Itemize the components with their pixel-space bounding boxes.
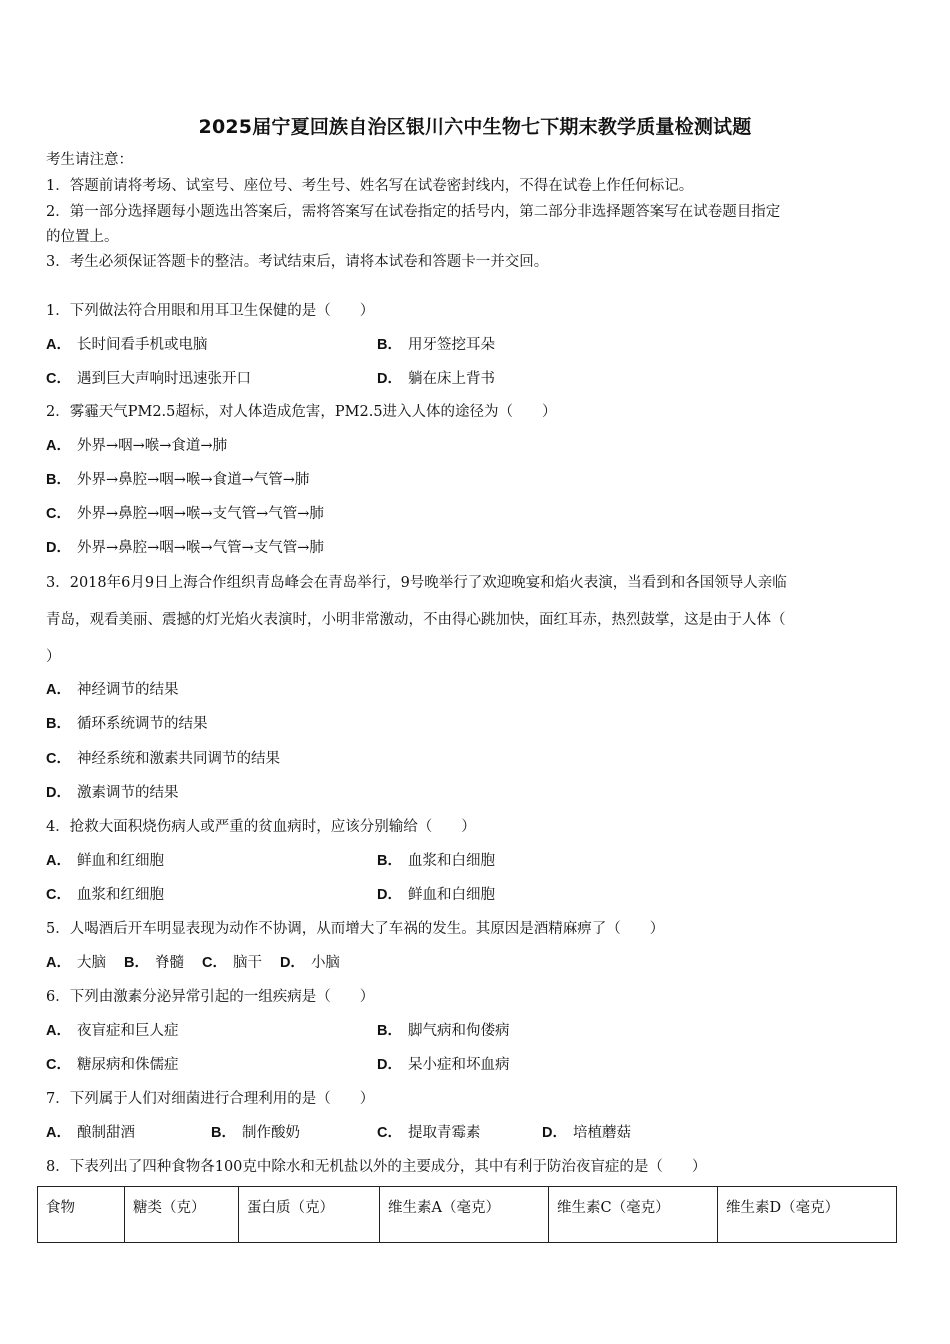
option-d <box>542 1123 631 1143</box>
question-stem: 2．雾霾天气PM2.5超标，对人体造成危害，PM2.5进入人体的途径为（ ） <box>46 404 557 420</box>
option-text: 鲜血和白细胞 <box>407 887 495 903</box>
option-label: C． <box>46 751 71 767</box>
option-text: 外界→咽→喉→食道→肺 <box>76 438 228 454</box>
option-text: 神经调节的结果 <box>76 682 179 698</box>
option-label: D． <box>542 1125 567 1141</box>
option-d <box>377 1055 509 1075</box>
question-stem: 7．下列属于人们对细菌进行合理利用的是（ ） <box>46 1091 375 1107</box>
option-text: 制作酸奶 <box>241 1125 300 1141</box>
table-header-cell: 维生素A（毫克） <box>380 1187 549 1243</box>
option-c <box>46 749 280 769</box>
option-a <box>46 851 164 871</box>
option-label: D． <box>46 540 71 556</box>
option-d <box>46 538 324 558</box>
option-label: D． <box>279 955 305 971</box>
notice-item: 3．考生必须保证答题卡的整洁。考试结束后，请将本试卷和答题卡一并交回。 <box>46 254 549 270</box>
option-c <box>46 504 324 524</box>
option-text: 循环系统调节的结果 <box>76 716 208 732</box>
option-label: A． <box>46 337 71 353</box>
table-header-cell: 蛋白质（克） <box>239 1187 380 1243</box>
table-header-row <box>38 1187 897 1243</box>
option-text: 小脑 <box>310 955 340 971</box>
notice-item: 2．第一部分选择题每小题选出答案后，需将答案写在试卷指定的括号内，第二部分非选择题答案写在试卷题目指定 <box>46 204 781 220</box>
option-text: 酿制甜酒 <box>76 1125 135 1141</box>
option-label: D． <box>377 1057 402 1073</box>
option-text: 遇到巨大声响时迅速张开口 <box>76 371 251 387</box>
option-b <box>377 1021 509 1041</box>
option-label: C． <box>46 506 71 522</box>
option-text: 呆小症和坏血病 <box>407 1057 510 1073</box>
option-b <box>377 851 495 871</box>
option-label: B． <box>377 1023 402 1039</box>
option-label: B． <box>211 1125 236 1141</box>
notice-heading: 考生请注意： <box>46 152 133 168</box>
option-c <box>46 1055 178 1075</box>
table-header-cell: 维生素C（毫克） <box>549 1187 718 1243</box>
option-label: C． <box>46 1057 71 1073</box>
option-label: D． <box>377 887 402 903</box>
option-text: 长时间看手机或电脑 <box>76 337 208 353</box>
option-text: 糖尿病和侏儒症 <box>76 1057 179 1073</box>
option-label: A． <box>46 955 71 971</box>
option-b <box>377 335 495 355</box>
option-text: 神经系统和激素共同调节的结果 <box>76 751 280 767</box>
option-text: 脊髓 <box>154 955 184 971</box>
option-label: A． <box>46 682 71 698</box>
option-a <box>46 1123 135 1143</box>
option-d <box>377 369 495 389</box>
option-a <box>46 1021 178 1041</box>
option-label: A． <box>46 1023 71 1039</box>
option-a <box>46 680 178 700</box>
question-stem: 8．下表列出了四种食物各100克中除水和无机盐以外的主要成分，其中有利于防治夜盲症的是（ ） <box>46 1159 707 1175</box>
option-text: 血浆和红细胞 <box>76 887 164 903</box>
option-label: A． <box>46 1125 71 1141</box>
question-stem: 4．抢救大面积烧伤病人或严重的贫血病时，应该分别输给（ ） <box>46 819 476 835</box>
option-a <box>46 335 207 355</box>
option-text: 躺在床上背书 <box>407 371 495 387</box>
question-stem: 青岛，观看美丽、震撼的灯光焰火表演时，小明非常激动，不由得心跳加快，面红耳赤，热烈鼓掌，这是由于人体（ <box>46 612 786 628</box>
table-header-cell: 维生素D（毫克） <box>718 1187 897 1243</box>
option-b <box>211 1123 300 1143</box>
option-text: 大脑 <box>76 955 106 971</box>
option-text: 脚气病和佝偻病 <box>407 1023 510 1039</box>
option-text: 用牙签挖耳朵 <box>407 337 495 353</box>
option-label: C． <box>46 887 71 903</box>
question-stem: 1．下列做法符合用眼和用耳卫生保健的是（ ） <box>46 303 375 319</box>
question-stem: 6．下列由激素分泌异常引起的一组疾病是（ ） <box>46 989 375 1005</box>
option-text: 鲜血和红细胞 <box>76 853 164 869</box>
option-text: 培植蘑菇 <box>572 1125 631 1141</box>
option-label: C． <box>46 371 71 387</box>
option-b <box>46 714 207 734</box>
option-text: 外界→鼻腔→咽→喉→气管→支气管→肺 <box>76 540 324 556</box>
notice-item: 的位置上。 <box>46 229 119 245</box>
option-label: B． <box>46 472 71 488</box>
option-c <box>377 1123 480 1143</box>
table-header-cell: 食物 <box>38 1187 125 1243</box>
option-text: 提取青霉素 <box>407 1125 481 1141</box>
question-stem: 5．人喝酒后开车明显表现为动作不协调，从而增大了车祸的发生。其原因是酒精麻痹了（ ） <box>46 921 665 937</box>
option-text: 激素调节的结果 <box>76 785 179 801</box>
option-d <box>46 783 178 803</box>
option-label: D． <box>46 785 71 801</box>
option-label: C． <box>377 1125 402 1141</box>
option-row <box>46 953 340 973</box>
option-label: B． <box>123 955 149 971</box>
option-label: D． <box>377 371 402 387</box>
question-stem: ） <box>46 649 61 665</box>
option-label: B． <box>377 337 402 353</box>
option-label: C． <box>201 955 227 971</box>
option-c <box>46 369 251 389</box>
option-text: 血浆和白细胞 <box>407 853 495 869</box>
option-c <box>46 885 164 905</box>
food-table <box>37 1186 897 1243</box>
question-stem: 3．2018年6月9日上海合作组织青岛峰会在青岛举行，9号晚举行了欢迎晚宴和焰火表演，当看到和各国领导人亲临 <box>46 575 787 591</box>
option-b <box>46 470 309 490</box>
option-d <box>377 885 495 905</box>
option-label: B． <box>377 853 402 869</box>
option-text: 脑干 <box>232 955 262 971</box>
option-label: A． <box>46 853 71 869</box>
option-a <box>46 436 227 456</box>
notice-item: 1．答题前请将考场、试室号、座位号、考生号、姓名写在试卷密封线内，不得在试卷上作任何标记。 <box>46 178 694 194</box>
table-header-cell: 糖类（克） <box>125 1187 239 1243</box>
option-text: 外界→鼻腔→咽→喉→食道→气管→肺 <box>76 472 310 488</box>
option-label: A． <box>46 438 71 454</box>
option-text: 夜盲症和巨人症 <box>76 1023 179 1039</box>
option-text: 外界→鼻腔→咽→喉→支气管→气管→肺 <box>76 506 324 522</box>
option-label: B． <box>46 716 71 732</box>
page-title: 2025届宁夏回族自治区银川六中生物七下期末教学质量检测试题 <box>198 116 752 138</box>
